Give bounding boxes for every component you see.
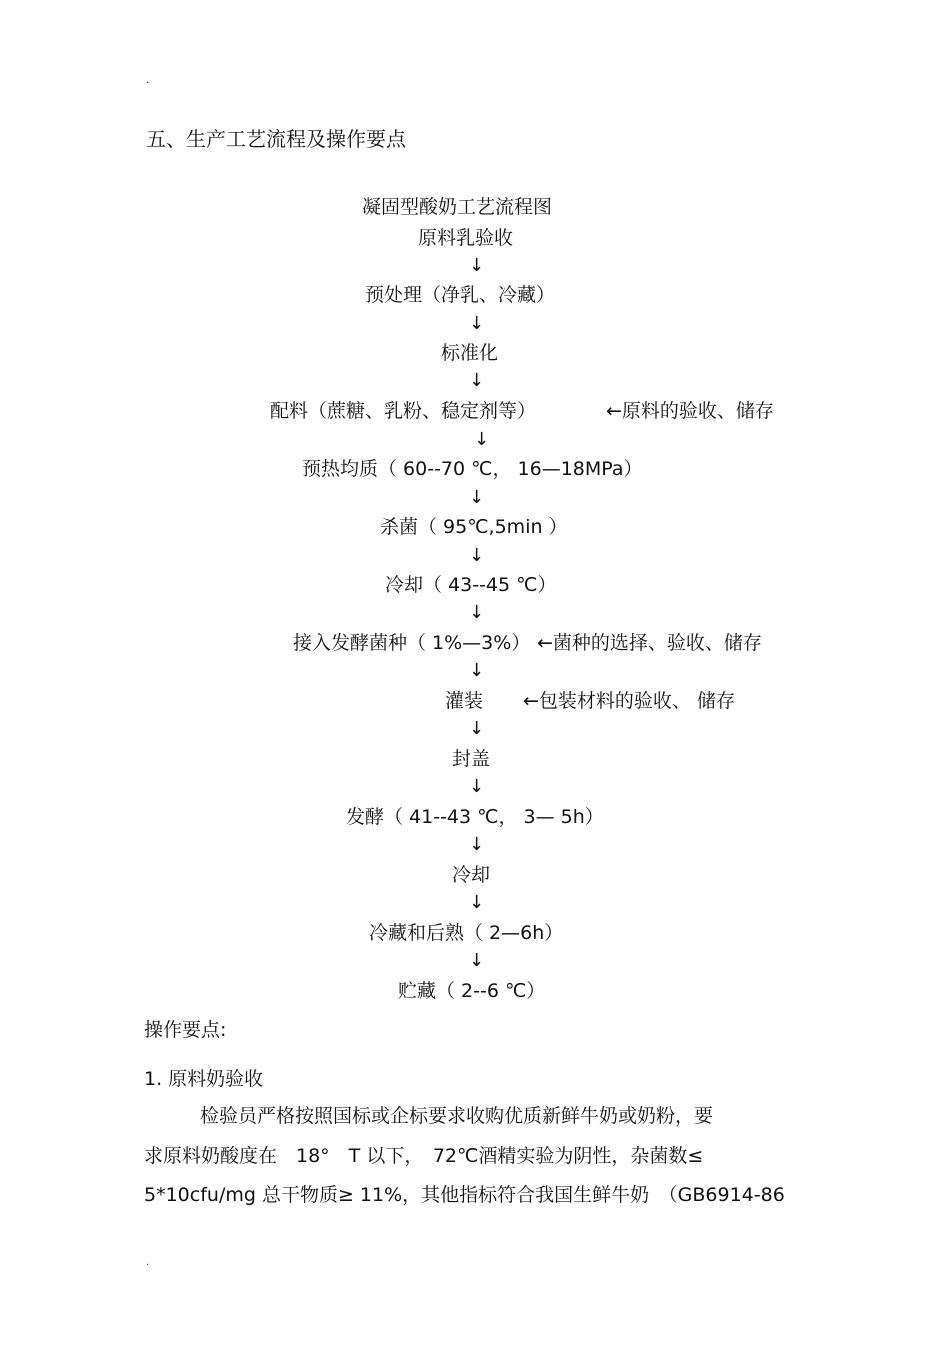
side-note-raw-material: ←原料的验收、储存	[606, 400, 774, 422]
flow-arrow-icon: ↓	[469, 660, 485, 681]
operations-heading: 操作要点:	[144, 1019, 227, 1041]
flow-arrow-icon: ↓	[469, 487, 485, 508]
side-note-starter-culture: ←菌种的选择、验收、储存	[537, 632, 762, 654]
flow-step-ingredients: 配料（蔗糖、乳粉、稳定剂等）	[270, 400, 537, 422]
flow-step-storage: 贮藏（ 2--6 ℃）	[398, 980, 546, 1002]
flow-arrow-icon: ↓	[469, 370, 485, 391]
flow-step-cooling-1: 冷却（ 43--45 ℃）	[385, 574, 557, 596]
flow-arrow-icon: ↓	[469, 718, 485, 739]
flow-arrow-icon: ↓	[469, 892, 485, 913]
side-note-packaging: ←包装材料的验收、 储存	[523, 690, 735, 712]
flow-arrow-icon: ↓	[469, 950, 485, 971]
flowchart-title: 凝固型酸奶工艺流程图	[362, 196, 553, 218]
paragraph-line: 检验员严格按照国标或企标要求收购优质新鲜牛奶或奶粉，要	[200, 1105, 714, 1127]
flow-step-raw-milk-acceptance: 原料乳验收	[418, 227, 514, 249]
flow-step-inoculation: 接入发酵菌种（ 1%—3%）	[293, 632, 531, 654]
flow-step-cooling-2: 冷却	[452, 864, 491, 886]
paragraph-line: 5*10cfu/mg 总干物质≥ 11%，其他指标符合我国生鲜牛奶 （GB6914-86	[144, 1184, 785, 1206]
flow-step-fermentation: 发酵（ 41--43 ℃， 3— 5h）	[346, 806, 604, 828]
operations-item-title: 1. 原料奶验收	[144, 1068, 264, 1090]
flow-arrow-icon: ↓	[469, 776, 485, 797]
flow-arrow-icon: ↓	[474, 429, 490, 450]
flow-step-standardization: 标准化	[441, 342, 499, 364]
flow-arrow-icon: ↓	[469, 834, 485, 855]
flow-step-filling: 灌装	[445, 690, 484, 712]
flow-arrow-icon: ↓	[469, 255, 485, 276]
page-mark-top: .	[146, 75, 150, 86]
paragraph-line: 求原料奶酸度在 18° T 以下， 72℃酒精实验为阴性，杂菌数≤	[144, 1145, 704, 1167]
flow-arrow-icon: ↓	[469, 313, 485, 334]
page-mark-bottom: .	[146, 1257, 150, 1268]
flow-step-pretreatment: 预处理（净乳、冷藏）	[365, 284, 556, 306]
section-title: 五、生产工艺流程及操作要点	[146, 127, 406, 151]
flow-arrow-icon: ↓	[469, 602, 485, 623]
flow-step-preheat-homogenize: 预热均质（ 60--70 ℃， 16—18MPa）	[302, 458, 643, 480]
flow-step-sterilization: 杀菌（ 95℃,5min ）	[380, 516, 568, 538]
flow-step-refrigeration-ripening: 冷藏和后熟（ 2—6h）	[369, 922, 564, 944]
flow-arrow-icon: ↓	[469, 545, 485, 566]
flow-step-capping: 封盖	[452, 748, 491, 770]
